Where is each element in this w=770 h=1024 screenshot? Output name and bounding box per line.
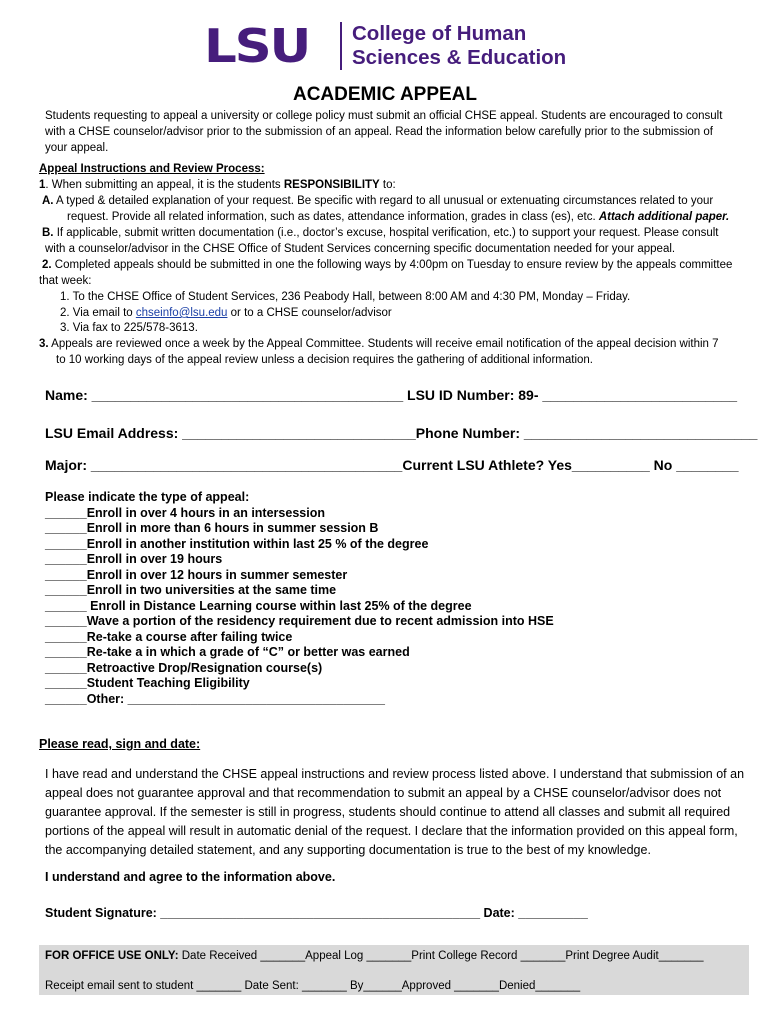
instruction-step-2-cont: that week:	[39, 275, 92, 287]
instruction-step-3: 3. Appeals are reviewed once a week by the Appeal Committee. Students will receive email notification of the appeal decision within 7	[39, 338, 719, 350]
appeal-option[interactable]: ______Re-take a in which a grade of “C” or better was earned	[45, 645, 410, 659]
appeal-option[interactable]: ______Enroll in over 19 hours	[45, 552, 223, 566]
logo-college-name	[352, 22, 612, 70]
signature-date-field[interactable]: Student Signature: ______________________________________________ Date: __________	[45, 906, 588, 920]
submit-way-1: 1. To the CHSE Office of Student Services, 236 Peabody Hall, between 8:00 AM and 4:30 PM, Monday – Friday.	[60, 291, 631, 303]
email-phone-field[interactable]: LSU Email Address: ______________________________Phone Number: ______________________________	[45, 425, 758, 441]
instruction-a: A. A typed & detailed explanation of your request. Be specific with regard to all unusual or extenuating circumstances related to your	[42, 195, 714, 207]
appeal-option[interactable]: ______Re-take a course after failing twice	[45, 629, 293, 644]
sign-heading: Please read, sign and date:	[39, 737, 201, 751]
agree-line: I understand and agree to the information above.	[45, 870, 336, 884]
appeal-option[interactable]: ______Enroll in two universities at the same time	[45, 583, 337, 597]
appeal-option[interactable]: ______Enroll in another institution within last 25 % of the degree	[45, 536, 429, 551]
submit-way-3: 3. Via fax to 225/578-3613.	[60, 322, 198, 334]
office-line-2: Receipt email sent to student _______ Date Sent: _______ By______Approved _______Denied_______	[45, 980, 581, 992]
appeal-option[interactable]: ______Enroll in over 4 hours in an intersession	[45, 505, 325, 520]
appeal-option[interactable]: ______ Enroll in Distance Learning course within last 25% of the degree	[45, 598, 472, 613]
page-title: ACADEMIC APPEAL	[292, 84, 478, 105]
appeal-option[interactable]: ______Student Teaching Eligibility	[45, 676, 250, 690]
name-id-field[interactable]: Name: ________________________________________ LSU ID Number: 89- _________________________	[45, 387, 738, 403]
instruction-step-3-cont: to 10 working days of the appeal review unless a decision requires the gathering of additional information.	[56, 354, 593, 366]
appeal-option[interactable]: ______Other: _____________________________________	[45, 691, 385, 706]
intro-paragraph: Students requesting to appeal a university or college policy must submit an official CHSE appeal. Students are encouraged to consult with a CHSE counselor/advisor prior to the submission of an appeal. Read the information below carefully prior to the submission of your appeal.	[45, 110, 723, 154]
appeal-option[interactable]: ______Enroll in over 12 hours in summer semester	[45, 567, 348, 582]
appeal-option[interactable]: ______Retroactive Drop/Resignation course(s)	[45, 660, 323, 675]
logo-divider	[340, 22, 342, 70]
appeal-option[interactable]: ______Wave a portion of the residency requirement due to recent admission into HSE	[45, 614, 554, 628]
instruction-b-cont: with a counselor/advisor in the CHSE Office of Student Services concerning specific documentation needed for your appeal.	[45, 243, 676, 255]
major-athlete-field[interactable]: Major: ________________________________________Current LSU Athlete? Yes__________ No ________	[45, 457, 739, 473]
logo-line-2: Sciences & Education	[352, 46, 567, 69]
logo-mark: LSU	[204, 19, 310, 73]
instruction-step-1: 1. When submitting an appeal, it is the students RESPONSIBILITY to:	[39, 179, 396, 191]
agreement-statement: I have read and understand the CHSE appeal instructions and review process listed above. I understand that submission of an appeal does not guarantee approval and that recommendation to submit an appeal by a CHSE counselor/advisor does not guarantee approval. If the semester is still in progress, students should continue to attend all classes and submit all required portions of the appeal will result in automatic denial of the request. I declare that the information provided on this appeal form, the accompanying detailed statement, and any supporting documentation is true to the best of my knowledge.	[45, 767, 745, 857]
appeal-option[interactable]: ______Enroll in more than 6 hours in summer session B	[45, 521, 379, 535]
instructions-heading: Appeal Instructions and Review Process:	[39, 163, 265, 175]
office-use-box	[39, 945, 749, 995]
logo-line-1: College of Human	[352, 22, 527, 45]
appeal-type-list	[45, 490, 554, 707]
email-link[interactable]: chseinfo@lsu.edu	[135, 307, 228, 319]
office-line-1: FOR OFFICE USE ONLY: Date Received _______Appeal Log _______Print College Record _______Print Degree Audit_______	[45, 950, 704, 962]
instruction-step-2: 2. Completed appeals should be submitted in one the following ways by 4:00pm on Tuesday to ensure review by the appeals committee	[42, 259, 733, 271]
lsu-logo	[204, 19, 567, 73]
appeal-type-heading: Please indicate the type of appeal:	[45, 490, 250, 504]
instruction-b: B. If applicable, submit written documentation (i.e., doctor’s excuse, hospital verification, etc.) to support your request. Please consult	[42, 227, 719, 239]
instruction-a-cont: request. Provide all related information, such as dates, attendance information, grades in class (es), etc. Attach additional paper.	[67, 211, 730, 223]
submit-way-2: 2. Via email to chseinfo@lsu.edu or to a CHSE counselor/advisor	[60, 307, 392, 319]
